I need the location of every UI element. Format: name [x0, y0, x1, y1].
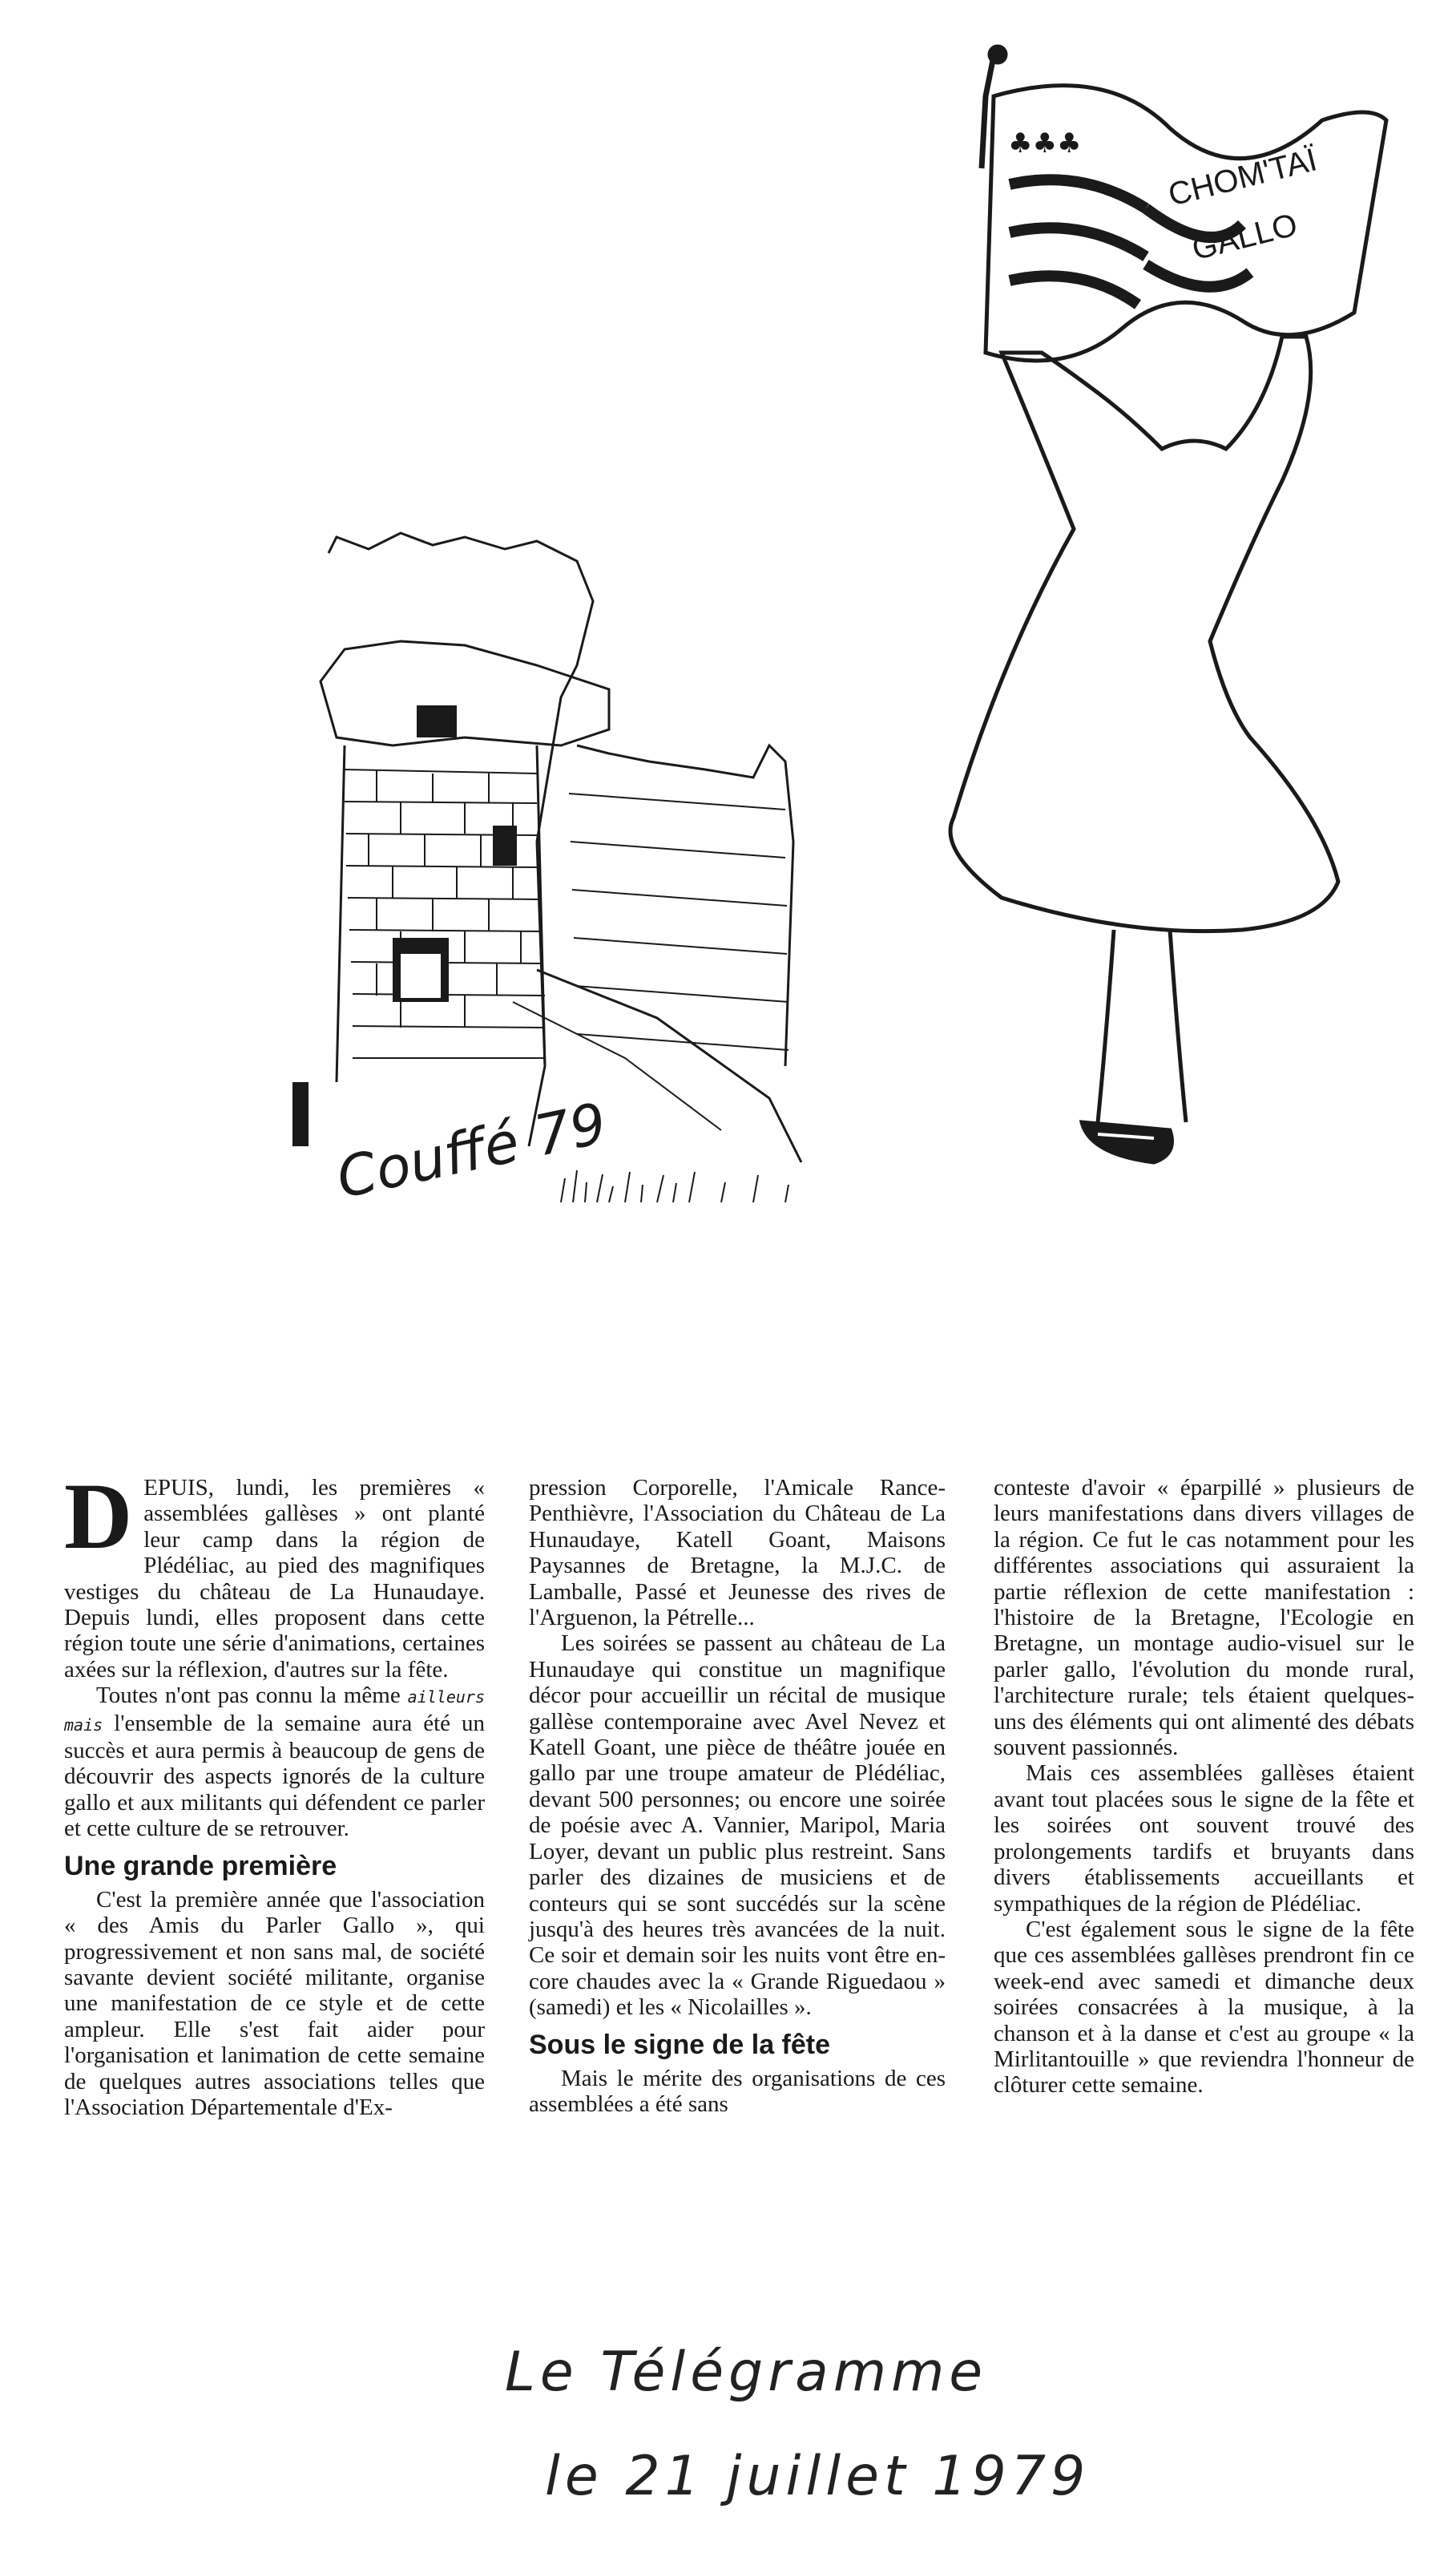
paragraph-text: EPUIS, lundi, les premières « assemblées gallèses » ont planté leur camp dans la région de Plédéliac, au pied des magnifiques vestiges du château de La Hunaudaye. Depuis lundi, elles proposent dans cette région toute une série d'animations, certaines axées sur la réflexion, d'autres sur la fête.	[64, 1475, 485, 1682]
section-heading: Une grande première	[64, 1850, 337, 1881]
paragraph	[64, 1682, 485, 1841]
paragraph-text: Toutes n'ont pas connu la même	[96, 1682, 401, 1709]
paragraph: Mais le mérite des organisations de ces assemblées a été sans	[529, 2065, 946, 2117]
artist-signature: Couffé 79	[331, 1090, 612, 1212]
gallo-flag-figure-illustration	[905, 32, 1418, 1210]
castle-tower-illustration	[272, 505, 849, 1274]
handwritten-correction: ailleurs mais	[64, 1687, 485, 1735]
paragraph: C'est également sous le signe de la fête que ces assemblées gallèses prendront fin ce week-end avec samedi et dimanche deux soirées consacrées à la musique, à la chanson et à la danse et c'est au groupe « la Mirlitantouille » que reviendra l'honneur de clôturer cette semaine.	[994, 1916, 1414, 2099]
article-column-3	[994, 1475, 1414, 2099]
paragraph: conteste d'avoir « éparpillé » plusieurs de leurs manifestations dans divers villages de la région. Ce fut le cas notamment pour les différentes associations qui assuraient la partie réflexion de cette manifestation : l'histoire de la Bretagne, l'Ecologie en Bretagne, un montage audio-visuel sur le parler gallo, l'évolution du monde rural, l'architecture rurale; tels étaient quelques-uns des éléments qui ont alimenté des débats souvent passionnés.	[994, 1475, 1414, 1761]
paragraph: Les soirées se passent au château de La Hunaudaye qui constitue un magnifique décor pour accueillir un récital de musique gallèse contemporaine avec Avel Nevez et Katell Goant, une pièce de théâtre jouée en gallo par une troupe amateur de Plédéliac, devant 500 personnes; ou encore une soirée de poésie avec A. Vannier, Maripol, Maria Loyer, devant un public plus restreint. Sans parler des dizaines de musiciens et de conteurs qui se sont succédés sur la scène jusqu'à des heures très avancées de la nuit. Ce soir et demain soir les nuits vont être encore chaudes avec la « Grande Riguedaou » (samedi) et les « Nicolailles ».	[529, 1630, 946, 2021]
paragraph: C'est la première année que l'association « des Amis du Parler Gallo », qui progressivement et non sans mal, de société savante devient société militante, organise une manifestation de ce style et de cette ampleur. Elle s'est fait aider pour l'organisation et lanimation de cette semaine de quelques autres associations telles que l'Association Départementale d'Ex-	[64, 1886, 485, 2120]
article-column-1	[64, 1464, 486, 2120]
paragraph-text: l'ensemble de la semaine aura été un succès et aura permis à beaucoup de gens de découvrir des aspects ignorés de la culture gallo et aux militants qui défendent ce parler et cette culture de se retrouver.	[64, 1710, 486, 1842]
article-column-2	[529, 1475, 946, 2117]
svg-text:♣♣♣: ♣♣♣	[1008, 127, 1082, 160]
handwritten-date: le 21 juillet 1979	[545, 2445, 1091, 2508]
paragraph: Mais ces assemblées gallèses étaient avant tout placées sous le signe de la fête et les soirées ont souvent trouvé des prolongements tardifs et bruyants dans divers établissements accueillants et sympathiques de la région de Plédéliac.	[994, 1760, 1414, 1917]
paragraph: pression Corporelle, l'Amicale Rance-Penthièvre, l'Association du Château de La Hunaudaye, Katell Goant, Maisons Paysannes de Bretagne, la M.J.C. de Lamballe, Passé et Jeunesse des rives de l'Arguenon, la Pétrelle...	[529, 1475, 946, 1631]
section-heading: Sous le signe de la fête	[529, 2029, 831, 2060]
article-opening-paragraph	[64, 1464, 485, 1682]
flag-banner-text-line1: CHOM'TAÏ	[1164, 142, 1321, 213]
handwritten-source: Le Télégramme	[505, 2341, 988, 2404]
dropcap: D	[64, 1464, 133, 1569]
flag-banner-text-line2: GALLO	[1188, 207, 1301, 268]
